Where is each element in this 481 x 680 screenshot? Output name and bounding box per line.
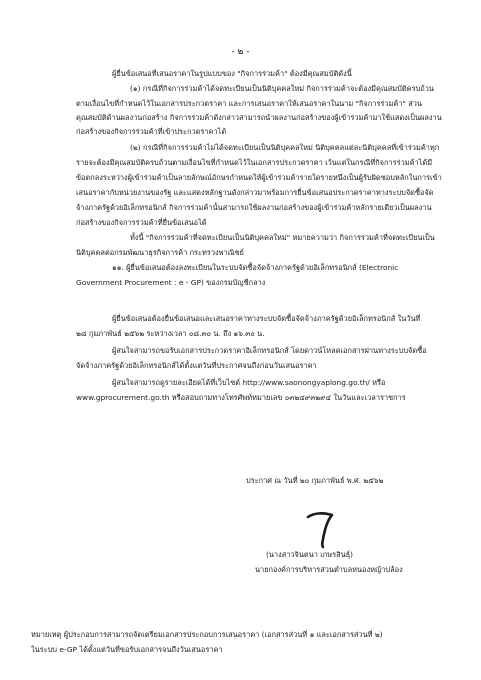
remark-line: ในระบบ e-GP ได้ตั้งแต่วันที่ขอรับเอกสารจนถึงวันเสนอราคา [31,645,223,654]
clause-11-line: ๑๑. ผู้ยื่นข้อเสนอต้องลงทะเบียนในระบบจัดซื้อจัดจ้างภาครัฐด้วยอิเล็กทรอนิกส์ (Electronic [112,263,399,272]
clause-2-line: รายจะต้องมีคุณสมบัติครบถ้วนตามเงื่อนไขที่กำหนดไว้ในเอกสารประกวดราคา เว้นแต่ในกรณีที่กิจการร่วมค้าได้มี [76,158,433,167]
jv-intro: ผู้ยื่นข้อเสนอที่เสนอราคาในรูปแบบของ "กิจการร่วมค้า" ต้องมีคุณสมบัติดังนี้ [112,69,352,78]
clause-1-line: ก่อสร้างของกิจการร่วมค้าที่เข้าประกวดราคาได้ [76,127,227,136]
submission-line: ผู้ยื่นข้อเสนอต้องยื่นข้อเสนอและเสนอราคาทางระบบจัดซื้อจัดจ้างภาครัฐด้วยอิเล็กทรอนิกส์ ในวันที่ [112,314,421,323]
remark-line: หมายเหตุ ผู้ประกอบการสามารถจัดเตรียมเอกสารประกอบการเสนอราคา (เอกสารส่วนที่ ๑ และเอกสารส่วนที่ ๒) [31,630,383,639]
contact-line: www.gprocurement.go.th หรือสอบถามทางโทรศัพท์หมายเลข ๐๓๒๔๙๓๒๙๔ ในวันและเวลาราชการ [76,393,406,402]
announcement-date: ประกาศ ณ วันที่ ๒๐ กุมภาพันธ์ พ.ศ. ๒๕๖๒ [246,476,384,485]
jv-definition-line: นิติบุคคลต่อกรมพัฒนาธุรกิจการค้า กระทรวงพาณิชย์ [76,248,244,257]
clause-2-line: จ้างภาครัฐด้วยอิเล็กทรอนิกส์ กิจการร่วมค้านั้นสามารถใช้ผลงานก่อสร้างของผู้เข้าร่วมค้าหลักรายเดียวเป็นผลงาน [76,203,432,212]
signer-title: นายกองค์การบริหารส่วนตำบลหนองหญ้าปล้อง [255,565,403,574]
clause-2-line: ข้อตกลงระหว่างผู้เข้าร่วมค้าเป็นลายลักษณ์อักษรกำหนดให้ผู้เข้าร่วมค้ารายใดรายหนึ่งเป็นผู้รับผิดชอบหลักในการเข้า [76,173,442,182]
contact-line: ผู้สนใจสามารถดูรายละเอียดได้ที่เว็บไซต์ http://www.saonongyaplong.go.th/ หรือ [112,378,386,387]
handwritten-signature [305,509,339,549]
page-number: - ๒ - [231,47,250,57]
clause-1-line: คุณสมบัติด้านผลงานก่อสร้าง กิจการร่วมค้าดังกล่าวสามารถนำผลงานก่อสร้างของผู้เข้าร่วมค้ามาใช้แสดงเป็นผลงาน [76,113,442,122]
clause-2-line: (๒) กรณีที่กิจการร่วมค้าไม่ได้จดทะเบียนเป็นนิติบุคคลใหม่ นิติบุคคลแต่ละนิติบุคคลที่เข้าร่วมค้าทุก [130,143,440,152]
clause-2-line: ก่อสร้างของกิจการร่วมค้าที่ยื่นข้อเสนอได้ [76,218,207,227]
download-line: จัดจ้างภาครัฐด้วยอิเล็กทรอนิกส์ได้ตั้งแต่วันที่ประกาศจนถึงก่อนวันเสนอราคา [76,361,317,370]
signer-name: (นางสาวจินตนา เกษรสินธุ์) [266,550,354,559]
clause-2-line: เสนอราคากับหน่วยงานของรัฐ และแสดงหลักฐานดังกล่าวมาพร้อมการยื่นข้อเสนอประกวดราคาทางระบบจัดซื้อจัด [76,188,434,197]
download-line: ผู้สนใจสามารถขอรับเอกสารประกวดราคาอิเล็กทรอนิกส์ โดยดาวน์โหลดเอกสารผ่านทางระบบจัดซื้อ [112,346,427,355]
clause-11-line: Government Procurement : e - GP) ของกรมบัญชีกลาง [76,278,266,287]
clause-1-line: (๑) กรณีที่กิจการร่วมค้าได้จดทะเบียนเป็นนิติบุคคลใหม่ กิจการร่วมค้าจะต้องมีคุณสมบัติครบถ้วน [130,84,434,93]
jv-definition-line: ทั้งนี้ "กิจการร่วมค้าที่จดทะเบียนเป็นนิติบุคคลใหม่" หมายความว่า กิจการร่วมค้าที่จดทะเบียนเป็น [130,233,435,242]
clause-1-line: ตามเงื่อนไขที่กำหนดไว้ในเอกสารประกวดราคา และการเสนอราคาให้เสนอราคาในนาม "กิจการร่วมค้า" ส่วน [76,99,422,108]
submission-line: ๒๘ กุมภาพันธ์ ๒๕๖๒ ระหว่างเวลา ๐๘.๓๐ น. ถึง ๑๖.๓๐ น. [76,329,265,338]
